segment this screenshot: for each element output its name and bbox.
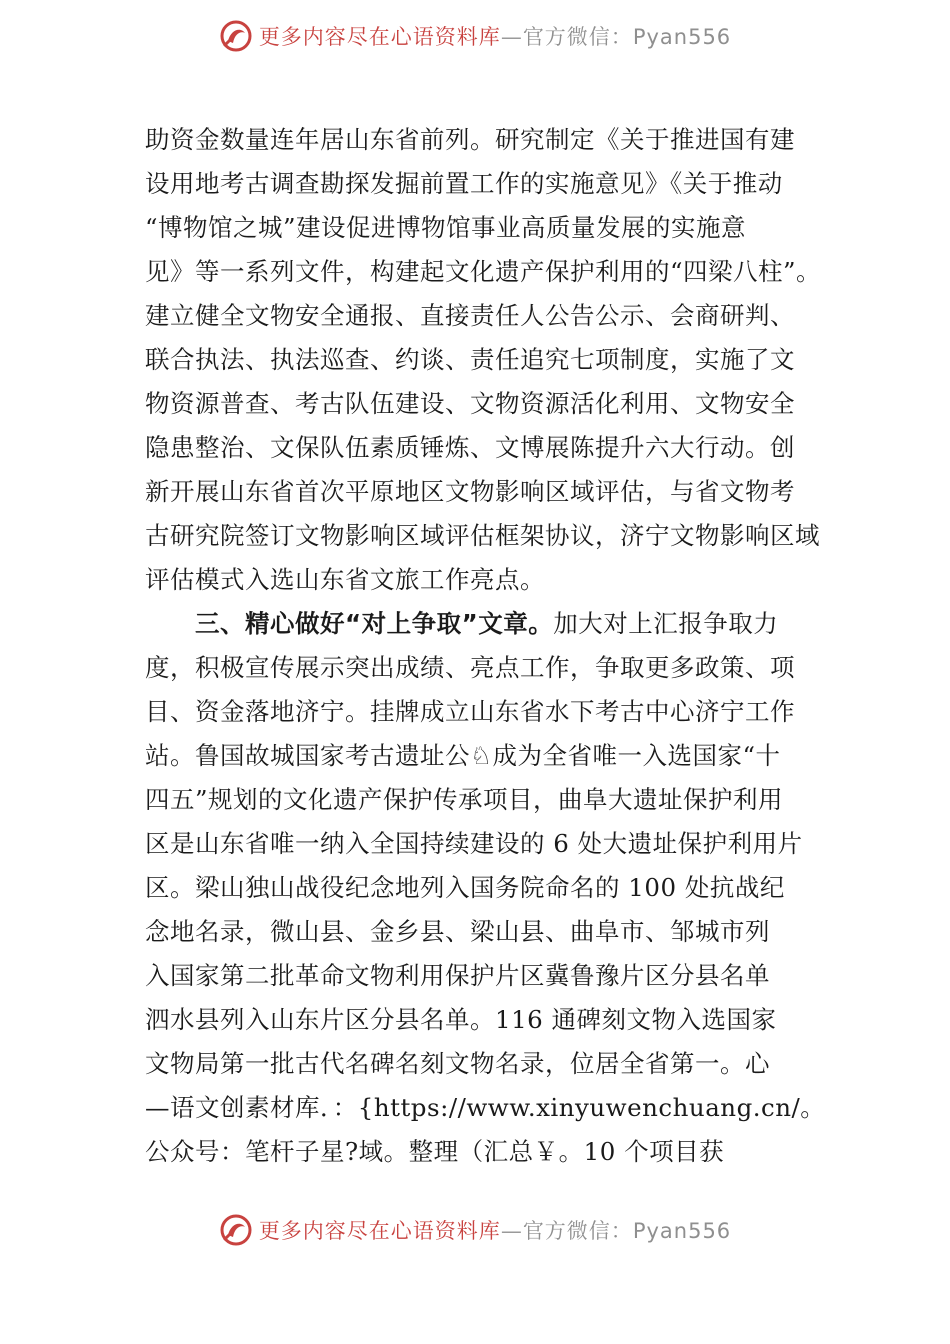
footer-watermark-banner	[0, 1210, 950, 1250]
footer-watermark-label: 官方微信：	[522, 1219, 633, 1243]
text-line: 古研究院签订文物影响区域评估框架协议，济宁文物影响区域	[145, 521, 820, 550]
text-line: —语文创素材库．：{https://www.xinyuwenchuang.cn/。	[145, 1093, 826, 1122]
text-line: 助资金数量连年居山东省前列。研究制定《关于推进国有建	[145, 125, 795, 154]
text-line: 区是山东省唯一纳入全国持续建设的 6 处大遗址保护利用片	[145, 829, 803, 858]
header-watermark-dash: —	[500, 25, 523, 49]
section-heading: 三、精心做好“对上争取”文章。	[195, 609, 554, 638]
text-line: 物资源普查、考古队伍建设、文物资源活化利用、文物安全	[145, 389, 795, 418]
paragraph-2	[145, 602, 825, 1174]
header-watermark-banner	[0, 16, 950, 56]
footer-watermark-dash: —	[500, 1219, 523, 1243]
text-line: 念地名录，微山县、金乡县、梁山县、曲阜市、邹城市列	[145, 917, 770, 946]
header-watermark-handle: Pyan556	[632, 25, 732, 49]
footer-watermark-text	[259, 1215, 731, 1245]
header-watermark-text	[259, 21, 731, 51]
text-line: 评估模式入选山东省文旅工作亮点。	[145, 565, 545, 594]
text-line: 四五”规划的文化遗产保护传承项目，曲阜大遗址保护利用	[145, 785, 784, 814]
header-watermark-main: 更多内容尽在心语资料库	[258, 25, 501, 49]
footer-watermark-main: 更多内容尽在心语资料库	[258, 1219, 501, 1243]
text-line-first	[145, 602, 825, 646]
text-line: 建立健全文物安全通报、直接责任人公告公示、会商研判、	[145, 301, 795, 330]
text-line: 站。鲁国故城国家考古遗址公♘成为全省唯一入选国家“十	[145, 741, 781, 770]
heading-trailing-text: 加大对上汇报争取力	[553, 609, 779, 638]
text-line: 隐患整治、文保队伍素质锤炼、文博展陈提升六大行动。创	[145, 433, 795, 462]
text-line: 目、资金落地济宁。挂牌成立山东省水下考古中心济宁工作	[145, 697, 795, 726]
text-line: 公众号：笔杆子星?域。整理（汇总￥。10 个项目获	[145, 1137, 725, 1166]
text-line: 泗水县列入山东片区分县名单。116 通碑刻文物入选国家	[145, 1005, 777, 1034]
text-line: 区。梁山独山战役纪念地列入国务院命名的 100 处抗战纪	[145, 873, 785, 902]
text-line: 新开展山东省首次平原地区文物影响区域评估，与省文物考	[145, 477, 795, 506]
red-seal-logo-icon	[219, 19, 253, 53]
text-line: 文物局第一批古代名碑名刻文物名录，位居全省第一。心	[145, 1049, 770, 1078]
text-line: 设用地考古调查勘探发掘前置工作的实施意见》《关于推动	[145, 169, 783, 198]
header-watermark-label: 官方微信：	[522, 25, 633, 49]
text-line: 入国家第二批革命文物利用保护片区冀鲁豫片区分县名单	[145, 961, 770, 990]
text-line: 联合执法、执法巡查、约谈、责任追究七项制度，实施了文	[145, 345, 795, 374]
text-line: 见》等一系列文件，构建起文化遗产保护利用的“四梁八柱”。	[145, 257, 822, 286]
text-line: “博物馆之城”建设促进博物馆事业高质量发展的实施意	[145, 213, 747, 242]
document-body	[145, 118, 825, 1174]
footer-watermark-handle: Pyan556	[632, 1219, 732, 1243]
text-line: 度，积极宣传展示突出成绩、亮点工作，争取更多政策、项	[145, 653, 795, 682]
red-seal-logo-icon	[219, 1213, 253, 1247]
paragraph-1	[145, 118, 825, 602]
